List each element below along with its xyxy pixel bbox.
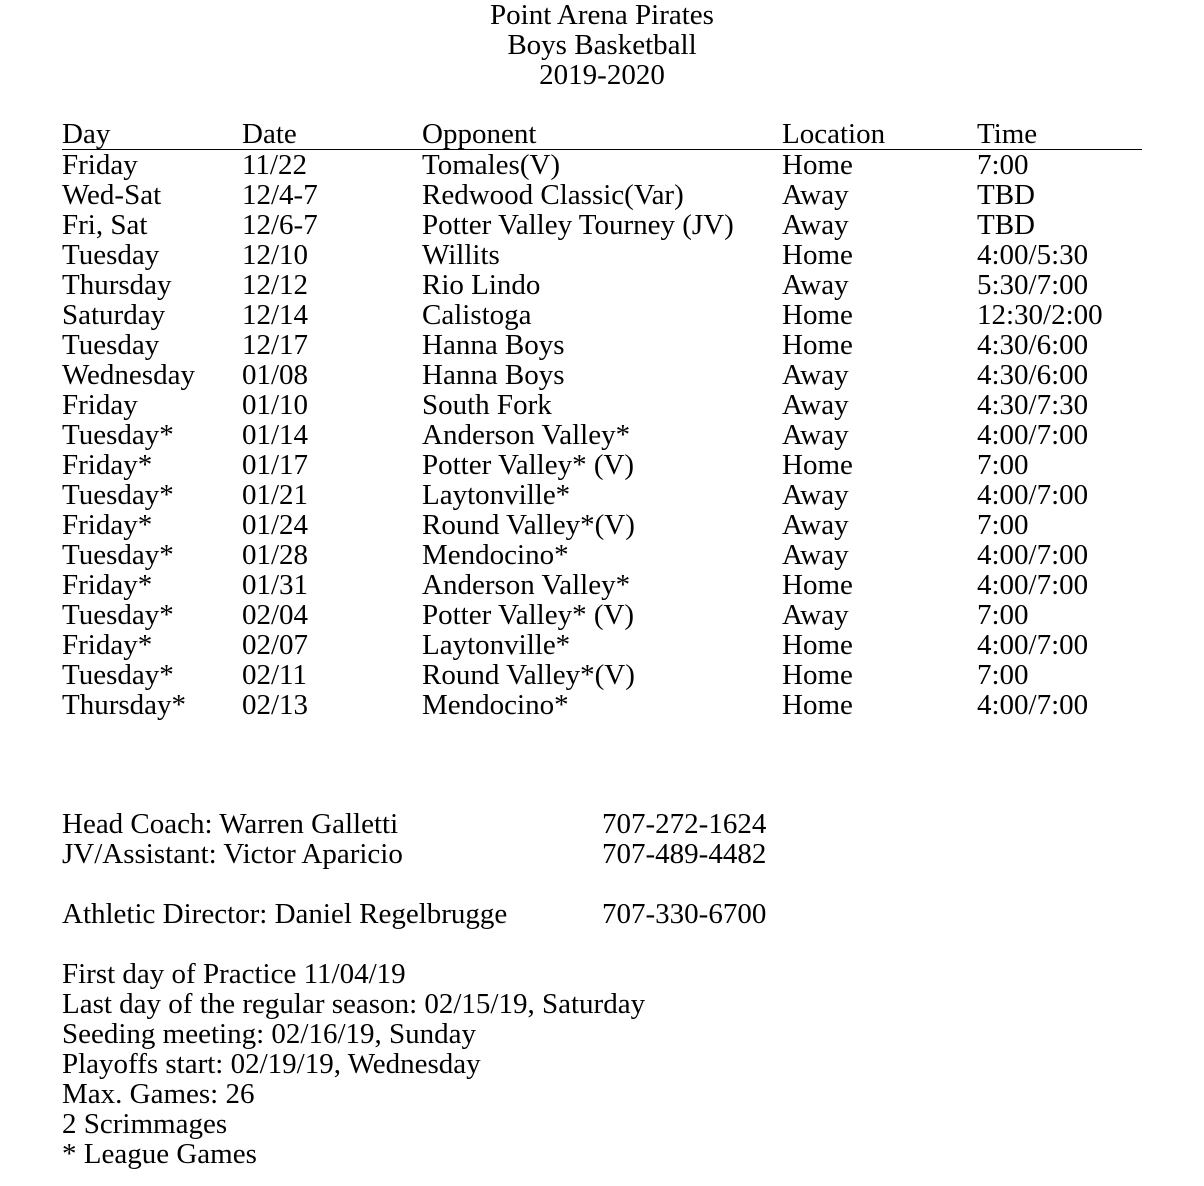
game-day: Fri, Sat — [62, 209, 148, 241]
game-time: 7:00 — [977, 659, 1029, 691]
title-season: 2019-2020 — [539, 59, 665, 91]
game-day: Friday* — [62, 569, 153, 601]
title-sport: Boys Basketball — [507, 29, 697, 61]
game-day: Wednesday — [62, 359, 195, 391]
schedule-table — [0, 119, 1204, 720]
game-date: 02/13 — [242, 689, 309, 721]
table-row — [0, 540, 1204, 570]
contact-jv-assistant — [0, 839, 1204, 869]
game-opponent: Round Valley*(V) — [422, 659, 635, 691]
game-time: 7:00 — [977, 509, 1029, 541]
game-date: 01/17 — [242, 449, 309, 481]
athletic-director-phone: 707-330-6700 — [602, 898, 767, 930]
note-last-day: Last day of the regular season: 02/15/19, Saturday — [62, 988, 646, 1020]
game-day: Tuesday* — [62, 659, 174, 691]
game-day: Friday — [62, 149, 138, 181]
game-location: Away — [782, 509, 849, 541]
document-title — [0, 0, 1204, 90]
note-max-games: Max. Games: 26 — [62, 1078, 255, 1110]
game-date: 01/10 — [242, 389, 309, 421]
game-location: Away — [782, 209, 849, 241]
head-coach-phone: 707-272-1624 — [602, 808, 767, 840]
game-date: 02/04 — [242, 599, 309, 631]
note-playoffs: Playoffs start: 02/19/19, Wednesday — [62, 1048, 481, 1080]
game-time: 12:30/2:00 — [977, 299, 1103, 331]
table-row — [0, 270, 1204, 300]
season-notes — [62, 959, 645, 1169]
game-time: 4:00/7:00 — [977, 629, 1089, 661]
table-row — [0, 510, 1204, 540]
header-date: Date — [242, 118, 297, 150]
game-day: Tuesday* — [62, 419, 174, 451]
game-day: Thursday* — [62, 689, 187, 721]
game-time: 4:30/7:30 — [977, 389, 1089, 421]
game-location: Away — [782, 389, 849, 421]
game-date: 12/17 — [242, 329, 309, 361]
game-time: 4:00/7:00 — [977, 569, 1089, 601]
game-location: Away — [782, 599, 849, 631]
game-date: 02/11 — [242, 659, 307, 691]
table-row — [0, 240, 1204, 270]
game-time: 7:00 — [977, 149, 1029, 181]
table-row — [0, 450, 1204, 480]
game-time: 4:00/7:00 — [977, 689, 1089, 721]
table-row — [0, 390, 1204, 420]
game-time: 7:00 — [977, 449, 1029, 481]
table-row — [0, 360, 1204, 390]
contact-head-coach — [0, 809, 1204, 839]
game-date: 12/4-7 — [242, 179, 318, 211]
game-date: 01/08 — [242, 359, 309, 391]
schedule-header-row — [62, 119, 1142, 150]
game-location: Home — [782, 569, 853, 601]
game-location: Away — [782, 269, 849, 301]
game-time: 4:00/5:30 — [977, 239, 1089, 271]
table-row — [0, 480, 1204, 510]
game-day: Tuesday — [62, 329, 160, 361]
game-time: TBD — [977, 209, 1035, 241]
table-row — [0, 300, 1204, 330]
game-location: Away — [782, 539, 849, 571]
game-day: Friday — [62, 389, 138, 421]
game-opponent: Anderson Valley* — [422, 569, 631, 601]
schedule-body — [0, 150, 1204, 720]
game-date: 01/24 — [242, 509, 309, 541]
game-location: Home — [782, 659, 853, 691]
title-school: Point Arena Pirates — [490, 0, 714, 31]
game-time: 7:00 — [977, 599, 1029, 631]
table-row — [0, 600, 1204, 630]
game-location: Home — [782, 299, 853, 331]
header-opponent: Opponent — [422, 118, 537, 150]
game-location: Away — [782, 419, 849, 451]
game-date: 12/10 — [242, 239, 309, 271]
game-opponent: Redwood Classic(Var) — [422, 179, 684, 211]
game-opponent: Hanna Boys — [422, 329, 565, 361]
table-row — [0, 210, 1204, 240]
game-day: Thursday — [62, 269, 172, 301]
game-date: 12/6-7 — [242, 209, 318, 241]
game-opponent: Potter Valley* (V) — [422, 449, 635, 481]
game-opponent: Mendocino* — [422, 689, 569, 721]
game-day: Saturday — [62, 299, 166, 331]
game-day: Friday* — [62, 509, 153, 541]
game-date: 01/21 — [242, 479, 309, 511]
note-first-practice: First day of Practice 11/04/19 — [62, 958, 406, 990]
jv-assistant-name: JV/Assistant: Victor Aparicio — [62, 838, 403, 870]
game-opponent: Calistoga — [422, 299, 532, 331]
game-date: 01/14 — [242, 419, 309, 451]
game-day: Friday* — [62, 629, 153, 661]
game-opponent: Laytonville* — [422, 629, 571, 661]
table-row — [0, 630, 1204, 660]
game-location: Away — [782, 179, 849, 211]
game-opponent: Anderson Valley* — [422, 419, 631, 451]
game-opponent: Rio Lindo — [422, 269, 541, 301]
game-time: 4:30/6:00 — [977, 329, 1089, 361]
game-day: Wed-Sat — [62, 179, 162, 211]
game-opponent: Willits — [422, 239, 500, 271]
game-time: 4:00/7:00 — [977, 539, 1089, 571]
table-row — [0, 150, 1204, 180]
game-location: Home — [782, 329, 853, 361]
game-location: Home — [782, 449, 853, 481]
game-time: TBD — [977, 179, 1035, 211]
game-day: Tuesday — [62, 239, 160, 271]
table-row — [0, 180, 1204, 210]
game-opponent: Round Valley*(V) — [422, 509, 635, 541]
header-location: Location — [782, 118, 886, 150]
game-opponent: Laytonville* — [422, 479, 571, 511]
game-date: 12/12 — [242, 269, 309, 301]
table-row — [0, 660, 1204, 690]
athletic-director-name: Athletic Director: Daniel Regelbrugge — [62, 898, 508, 930]
game-time: 4:30/6:00 — [977, 359, 1089, 391]
game-location: Home — [782, 629, 853, 661]
game-time: 4:00/7:00 — [977, 419, 1089, 451]
game-opponent: South Fork — [422, 389, 552, 421]
table-row — [0, 330, 1204, 360]
game-time: 5:30/7:00 — [977, 269, 1089, 301]
game-date: 11/22 — [242, 149, 307, 181]
contact-athletic-director — [0, 899, 1204, 929]
game-location: Home — [782, 689, 853, 721]
header-time: Time — [977, 118, 1038, 150]
game-location: Home — [782, 239, 853, 271]
game-location: Home — [782, 149, 853, 181]
game-opponent: Potter Valley* (V) — [422, 599, 635, 631]
game-opponent: Tomales(V) — [422, 149, 561, 181]
game-day: Tuesday* — [62, 599, 174, 631]
game-date: 12/14 — [242, 299, 309, 331]
game-date: 01/28 — [242, 539, 309, 571]
contacts-section — [0, 809, 1204, 929]
game-date: 02/07 — [242, 629, 309, 661]
game-opponent: Hanna Boys — [422, 359, 565, 391]
note-seeding: Seeding meeting: 02/16/19, Sunday — [62, 1018, 477, 1050]
table-row — [0, 570, 1204, 600]
game-date: 01/31 — [242, 569, 309, 601]
note-scrimmages: 2 Scrimmages — [62, 1108, 228, 1140]
game-location: Away — [782, 479, 849, 511]
jv-assistant-phone: 707-489-4482 — [602, 838, 767, 870]
game-day: Tuesday* — [62, 539, 174, 571]
table-row — [0, 420, 1204, 450]
game-day: Friday* — [62, 449, 153, 481]
note-league-games: * League Games — [62, 1138, 257, 1170]
game-time: 4:00/7:00 — [977, 479, 1089, 511]
game-opponent: Potter Valley Tourney (JV) — [422, 209, 734, 241]
head-coach-name: Head Coach: Warren Galletti — [62, 808, 399, 840]
game-opponent: Mendocino* — [422, 539, 569, 571]
game-location: Away — [782, 359, 849, 391]
header-day: Day — [62, 118, 111, 150]
table-row — [0, 690, 1204, 720]
game-day: Tuesday* — [62, 479, 174, 511]
